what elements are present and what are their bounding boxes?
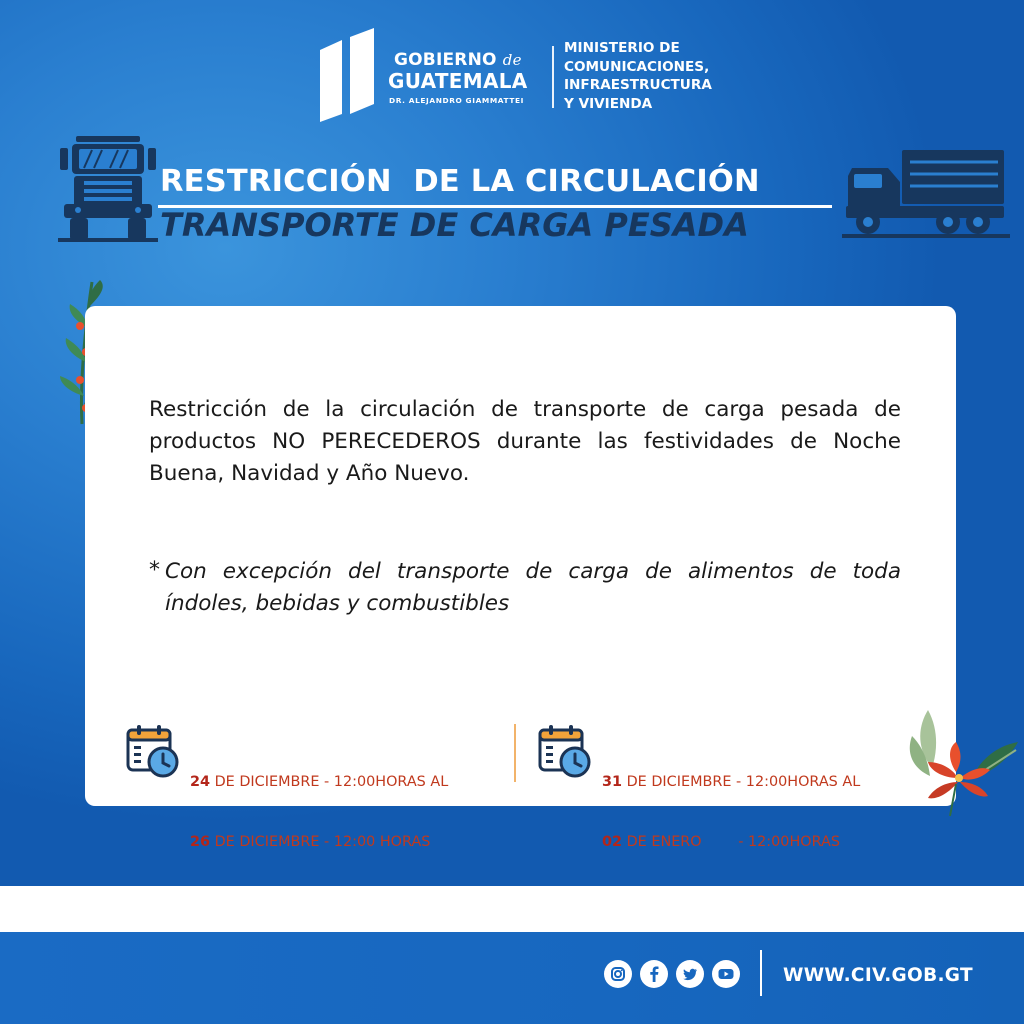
note-asterisk: * bbox=[149, 558, 160, 583]
start-day: 31 bbox=[602, 774, 623, 790]
footer-divider bbox=[760, 950, 762, 996]
period-end bbox=[602, 832, 860, 852]
truck-side-icon bbox=[842, 146, 1010, 242]
twitter-icon[interactable] bbox=[676, 960, 704, 988]
youtube-icon[interactable] bbox=[712, 960, 740, 988]
title-transporte: TRANSPORTE DE CARGA PESADA bbox=[160, 206, 749, 244]
title-restriccion: RESTRICCIÓN DE LA CIRCULACIÓN bbox=[160, 164, 760, 199]
website-link[interactable]: WWW.CIV.GOB.GT bbox=[783, 965, 973, 986]
start-day: 24 bbox=[190, 774, 211, 790]
ministry-line: COMUNICACIONES, bbox=[564, 58, 710, 75]
end-text: DE ENERO - 12:00HORAS bbox=[622, 834, 841, 850]
instagram-icon[interactable] bbox=[604, 960, 632, 988]
end-text: DE DICIEMBRE - 12:00 HORAS bbox=[210, 834, 431, 850]
period-2 bbox=[537, 722, 937, 850]
period-start bbox=[190, 772, 448, 792]
calendar-clock-icon bbox=[125, 724, 181, 778]
restriction-description: Restricción de la circulación de transporte de carga pesada de productos NO PERECEDEROS durante las festividades de Noche Buena, Navidad y Año Nuevo. bbox=[149, 397, 901, 486]
ministry-line: MINISTERIO DE bbox=[564, 40, 680, 56]
start-text: DE DICIEMBRE - 12:00HORAS AL bbox=[210, 774, 449, 790]
exception-note: Con excepción del transporte de carga de alimentos de toda índoles, bebidas y combustibles bbox=[165, 559, 901, 616]
period-divider bbox=[514, 724, 516, 782]
ministry-line: INFRAESTRUCTURA bbox=[564, 77, 712, 93]
poinsettia-icon bbox=[898, 706, 1022, 830]
facebook-icon[interactable] bbox=[640, 960, 668, 988]
white-stripe bbox=[0, 886, 1024, 932]
period-dates bbox=[602, 732, 860, 892]
logo-de: de bbox=[502, 51, 522, 69]
logo-president: DR. ALEJANDRO GIAMMATTEI bbox=[389, 96, 524, 105]
calendar-clock-icon bbox=[537, 724, 593, 778]
start-text: DE DICIEMBRE - 12:00HORAS AL bbox=[622, 774, 861, 790]
logo-country: GUATEMALA bbox=[388, 69, 528, 93]
truck-front-icon bbox=[58, 134, 158, 242]
end-day: 02 bbox=[602, 834, 623, 850]
period-1 bbox=[125, 722, 505, 850]
gobierno-logo-icon bbox=[318, 28, 376, 122]
logo-divider bbox=[552, 46, 554, 108]
end-day: 26 bbox=[190, 834, 211, 850]
logo-gobierno: GOBIERNO de bbox=[394, 50, 522, 70]
period-dates bbox=[190, 732, 448, 892]
period-end bbox=[190, 832, 448, 852]
ministry-line: Y VIVIENDA bbox=[564, 95, 653, 112]
info-card bbox=[85, 306, 956, 850]
ministry-name bbox=[564, 39, 712, 113]
period-start bbox=[602, 772, 860, 792]
